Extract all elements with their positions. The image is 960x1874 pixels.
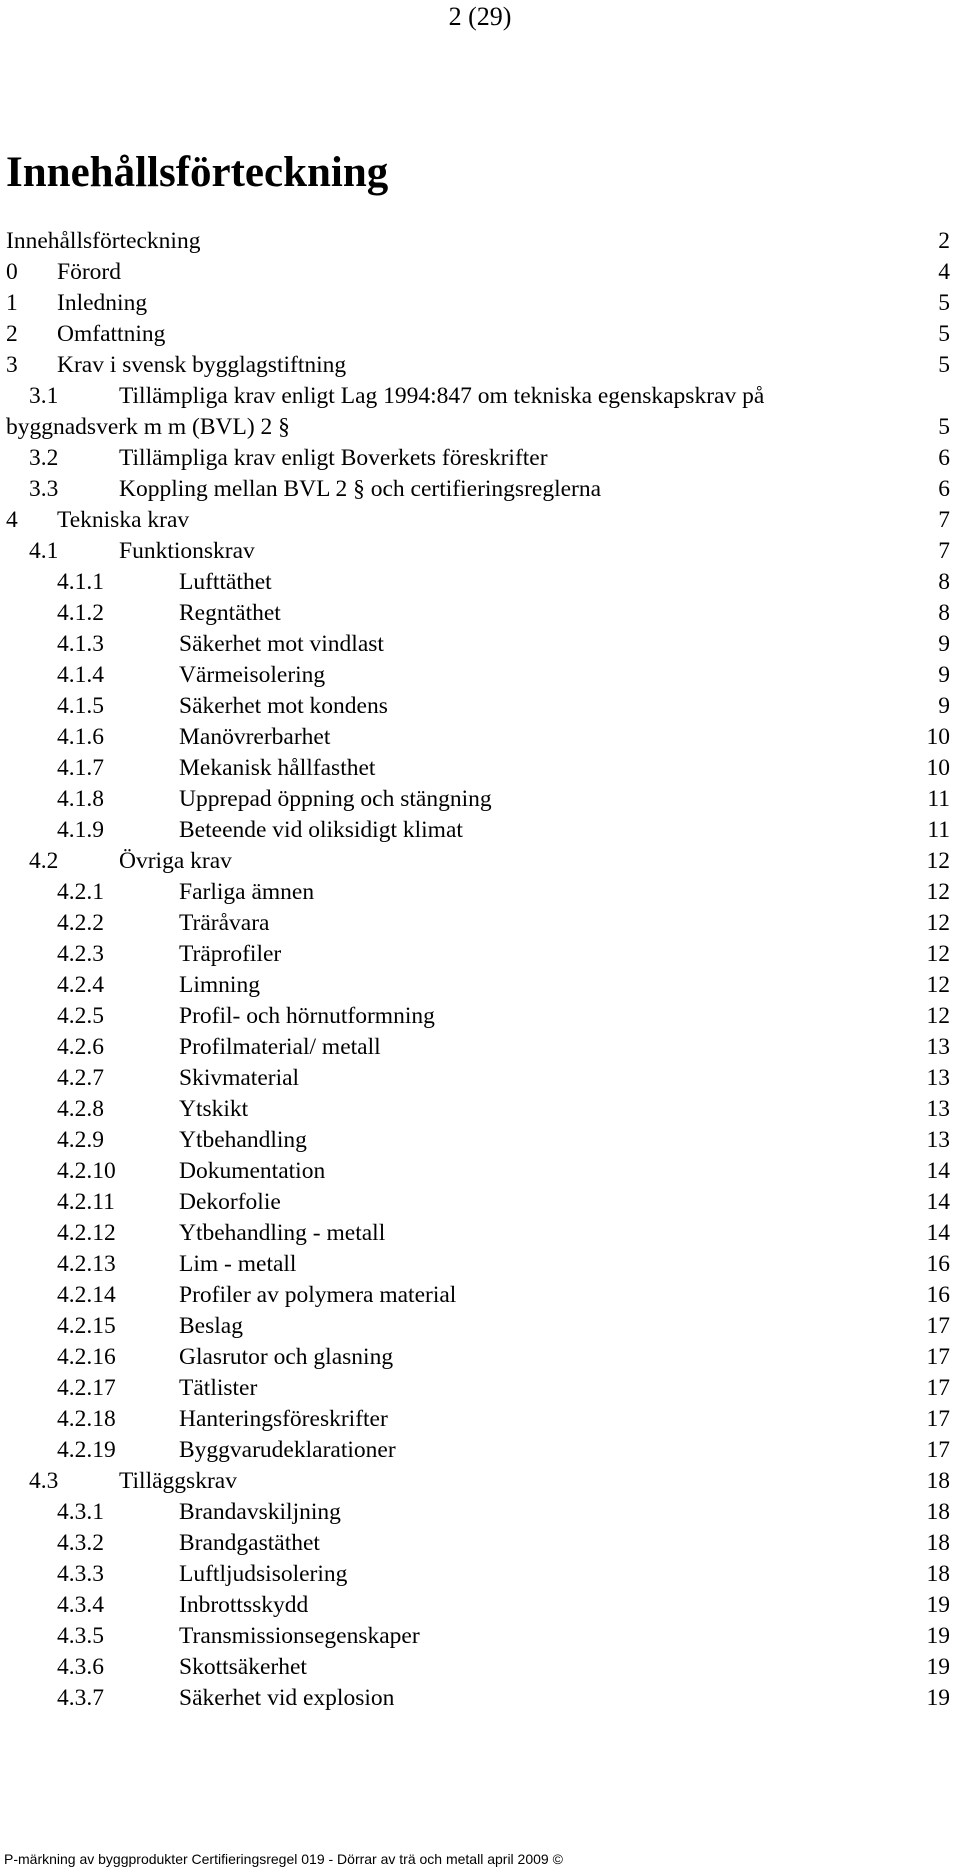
toc-entry-label: Skottsäkerhet [179, 1654, 307, 1680]
toc-entry-page: 17 [926, 1313, 950, 1339]
toc-entry[interactable] [0, 1094, 960, 1125]
toc-entry[interactable] [0, 846, 960, 877]
toc-entry-page: 9 [938, 662, 950, 688]
toc-entry-page: 12 [926, 879, 950, 905]
toc-entry-label: Brandavskiljning [179, 1499, 341, 1525]
toc-entry-page: 19 [926, 1654, 950, 1680]
toc-entry-label: Luftljudsisolering [179, 1561, 348, 1587]
toc-entry-label: Tilläggskrav [119, 1468, 237, 1494]
toc-entry-number: 4.2.15 [57, 1313, 116, 1339]
toc-entry-page: 5 [938, 290, 950, 316]
toc-entry-page: 12 [926, 972, 950, 998]
page-footer: P-märkning av byggprodukter Certifieringsregel 019 - Dörrar av trä och metall april 2009 © [4, 1851, 563, 1867]
toc-entry-page: 6 [938, 476, 950, 502]
toc-entry-page: 5 [938, 321, 950, 347]
toc-entry-label: Säkerhet vid explosion [179, 1685, 395, 1711]
toc-entry-number: 4.3 [29, 1468, 59, 1494]
toc-entry[interactable] [0, 660, 960, 691]
toc-entry-page: 8 [938, 569, 950, 595]
toc-entry-label: Träprofiler [179, 941, 282, 967]
toc-entry[interactable] [0, 1125, 960, 1156]
toc-entry[interactable] [0, 1683, 960, 1714]
toc-entry-label: Upprepad öppning och stängning [179, 786, 492, 812]
toc-entry-number: 4.1 [29, 538, 59, 564]
toc-entry-page: 13 [926, 1127, 950, 1153]
toc-entry[interactable] [0, 598, 960, 629]
toc-entry-page: 18 [926, 1561, 950, 1587]
toc-entry[interactable] [0, 1559, 960, 1590]
toc-entry-number: 4.2.13 [57, 1251, 116, 1277]
toc-entry[interactable] [0, 877, 960, 908]
toc-entry[interactable] [0, 1373, 960, 1404]
toc-entry[interactable] [0, 1497, 960, 1528]
toc-entry-number: 0 [6, 259, 18, 285]
toc-entry-page: 4 [938, 259, 950, 285]
toc-entry-number: 4.2 [29, 848, 59, 874]
toc-entry-page: 7 [938, 507, 950, 533]
toc-entry-label: Byggvarudeklarationer [179, 1437, 396, 1463]
toc-entry[interactable] [0, 319, 960, 350]
toc-entry-number: 4.2.1 [57, 879, 104, 905]
toc-entry[interactable] [0, 1249, 960, 1280]
toc-entry[interactable] [0, 1280, 960, 1311]
toc-entry[interactable] [0, 815, 960, 846]
toc-entry-number: 4.1.4 [57, 662, 104, 688]
toc-entry-label: Lim - metall [179, 1251, 297, 1277]
toc-entry[interactable] [0, 257, 960, 288]
toc-entry-number: 4.1.7 [57, 755, 104, 781]
toc-entry[interactable] [0, 226, 960, 257]
toc-entry-number: 4.2.9 [57, 1127, 104, 1153]
toc-entry-number: 4.2.8 [57, 1096, 104, 1122]
toc-entry-number: 4.1.3 [57, 631, 104, 657]
toc-entry-label: Limning [179, 972, 260, 998]
toc-entry-label: Säkerhet mot kondens [179, 693, 388, 719]
toc-entry[interactable] [0, 722, 960, 753]
toc-entry-number: 4.2.14 [57, 1282, 116, 1308]
toc-entry-page: 12 [926, 910, 950, 936]
toc-entry-number: 4.2.5 [57, 1003, 104, 1029]
toc-entry-label: Tillämpliga krav enligt Boverkets föreskrifter [119, 445, 548, 471]
toc-entry[interactable] [0, 443, 960, 474]
toc-entry-page: 12 [926, 848, 950, 874]
toc-entry-page: 17 [926, 1406, 950, 1432]
toc-entry-number: 3.2 [29, 445, 59, 471]
toc-entry-page: 19 [926, 1685, 950, 1711]
toc-entry-number: 4.2.6 [57, 1034, 104, 1060]
toc-entry-number: 4.2.11 [57, 1189, 115, 1215]
toc-entry[interactable] [0, 1156, 960, 1187]
toc-entry[interactable] [0, 1435, 960, 1466]
toc-entry[interactable] [0, 536, 960, 567]
toc-entry-label: Värmeisolering [179, 662, 326, 688]
toc-entry-label: Dokumentation [179, 1158, 326, 1184]
toc-entry-number: 4.1.2 [57, 600, 104, 626]
toc-entry[interactable] [0, 1404, 960, 1435]
toc-entry[interactable] [0, 784, 960, 815]
toc-entry-page: 13 [926, 1065, 950, 1091]
toc-entry-label: Ytbehandling [179, 1127, 307, 1153]
toc-entry-label: Inbrottsskydd [179, 1592, 309, 1618]
toc-entry-number: 4.2.7 [57, 1065, 104, 1091]
toc-entry-label: Dekorfolie [179, 1189, 281, 1215]
toc-entry-page: 13 [926, 1034, 950, 1060]
toc-entry[interactable] [0, 1311, 960, 1342]
toc-entry-page: 14 [926, 1158, 950, 1184]
toc-entry-page: 11 [927, 817, 950, 843]
toc-entry-label: Profil- och hörnutformning [179, 1003, 435, 1029]
toc-entry-label: Lufttäthet [179, 569, 272, 595]
toc-entry-number: 4.3.5 [57, 1623, 104, 1649]
toc-entry-label: Manövrerbarhet [179, 724, 331, 750]
toc-entry[interactable] [0, 1187, 960, 1218]
toc-entry[interactable] [0, 753, 960, 784]
toc-entry-label: Träråvara [179, 910, 270, 936]
toc-entry[interactable] [0, 1063, 960, 1094]
toc-entry-number: 4.3.1 [57, 1499, 104, 1525]
toc-entry-label: Hanteringsföreskrifter [179, 1406, 388, 1432]
toc-entry-page: 7 [938, 538, 950, 564]
toc-entry[interactable] [0, 1590, 960, 1621]
toc-entry-number: 4.1.8 [57, 786, 104, 812]
toc-entry-page: 17 [926, 1344, 950, 1370]
toc-entry[interactable] [0, 970, 960, 1001]
toc-entry-label: Innehållsförteckning [6, 228, 201, 254]
toc-entry-number: 3.1 [29, 383, 59, 409]
toc-entry-number: 4.2.12 [57, 1220, 116, 1246]
toc-entry-page: 14 [926, 1220, 950, 1246]
toc-entry-label: Ytskikt [179, 1096, 249, 1122]
toc-entry-number: 4.2.10 [57, 1158, 116, 1184]
toc-entry-page: 18 [926, 1468, 950, 1494]
page-number: 2 (29) [448, 2, 512, 31]
toc-entry[interactable] [0, 691, 960, 722]
toc-entry-page: 17 [926, 1375, 950, 1401]
toc-entry-number: 4.1.1 [57, 569, 104, 595]
toc-entry-label: Omfattning [57, 321, 166, 347]
toc-entry-number: 4.3.2 [57, 1530, 104, 1556]
toc-entry-page: 5 [938, 352, 950, 378]
page-title: Innehållsförteckning [6, 149, 389, 196]
toc-entry-number: 4.3.6 [57, 1654, 104, 1680]
toc-entry[interactable] [0, 474, 960, 505]
toc-entry[interactable] [0, 1342, 960, 1373]
toc-entry-number: 4.2.3 [57, 941, 104, 967]
toc-entry-page: 17 [926, 1437, 950, 1463]
toc-entry-label: Tekniska krav [57, 507, 190, 533]
toc-entry-label: Skivmaterial [179, 1065, 300, 1091]
toc-entry-number: 4.2.16 [57, 1344, 116, 1370]
toc-entry-page: 18 [926, 1530, 950, 1556]
toc-entry-number: 4.2.4 [57, 972, 104, 998]
toc-entry[interactable] [0, 629, 960, 660]
toc-entry-label: Funktionskrav [119, 538, 255, 564]
toc-entry-label: Krav i svensk bygglagstiftning [57, 352, 347, 378]
toc-entry-number: 4.2.2 [57, 910, 104, 936]
toc-entry-label: Inledning [57, 290, 148, 316]
toc-entry[interactable] [0, 1032, 960, 1063]
toc-entry-page: 19 [926, 1592, 950, 1618]
toc-entry[interactable] [0, 1001, 960, 1032]
toc-entry-page: 12 [926, 1003, 950, 1029]
toc-entry[interactable] [0, 1218, 960, 1249]
toc-entry-label: Beteende vid oliksidigt klimat [179, 817, 463, 843]
toc-entry-number: 3.3 [29, 476, 59, 502]
toc-entry-label: Övriga krav [119, 848, 232, 874]
toc-entry-label: Brandgastäthet [179, 1530, 320, 1556]
toc-entry-page: 8 [938, 600, 950, 626]
toc-entry[interactable] [0, 288, 960, 319]
toc-entry[interactable] [0, 1528, 960, 1559]
toc-entry-page: 16 [926, 1251, 950, 1277]
toc-entry[interactable] [0, 1652, 960, 1683]
toc-entry-number: 4.2.18 [57, 1406, 116, 1432]
toc-entry-page: 10 [926, 724, 950, 750]
toc-entry[interactable] [0, 505, 960, 536]
toc-entry-label: Säkerhet mot vindlast [179, 631, 384, 657]
toc-entry[interactable] [0, 939, 960, 970]
toc-entry-page: 6 [938, 445, 950, 471]
toc-entry-label: Förord [57, 259, 121, 285]
toc-entry-label: Profiler av polymera material [179, 1282, 457, 1308]
toc-entry-number: 4.2.17 [57, 1375, 116, 1401]
toc-entry-page: 13 [926, 1096, 950, 1122]
toc-entry-page: 18 [926, 1499, 950, 1525]
toc-entry-page: 5 [938, 414, 950, 440]
toc-entry-page: 16 [926, 1282, 950, 1308]
toc-entry-number: 4.3.3 [57, 1561, 104, 1587]
toc-entry-number: 4.1.9 [57, 817, 104, 843]
toc-entry[interactable] [0, 1621, 960, 1652]
toc-entry-label: Tillämpliga krav enligt Lag 1994:847 om tekniska egenskapskrav på byggnadsverk m m (BVL) 2 § [6, 383, 765, 440]
table-of-contents [0, 226, 960, 1714]
toc-entry[interactable] [0, 350, 960, 381]
toc-entry[interactable] [0, 1466, 960, 1497]
toc-entry-label: Farliga ämnen [179, 879, 315, 905]
toc-entry-label: Profilmaterial/ metall [179, 1034, 381, 1060]
toc-entry-label: Ytbehandling - metall [179, 1220, 386, 1246]
toc-entry-number: 4.3.4 [57, 1592, 104, 1618]
toc-entry-label: Tätlister [179, 1375, 258, 1401]
toc-entry-number: 2 [6, 321, 18, 347]
toc-entry-number: 4.2.19 [57, 1437, 116, 1463]
toc-entry[interactable] [0, 381, 960, 443]
toc-entry-page: 19 [926, 1623, 950, 1649]
toc-entry-number: 1 [6, 290, 18, 316]
toc-entry[interactable] [0, 908, 960, 939]
toc-entry-page: 12 [926, 941, 950, 967]
toc-entry-page: 11 [927, 786, 950, 812]
toc-entry-number: 4 [6, 507, 18, 533]
toc-entry-number: 4.1.5 [57, 693, 104, 719]
toc-entry-page: 9 [938, 631, 950, 657]
toc-entry-page: 9 [938, 693, 950, 719]
toc-entry-label: Beslag [179, 1313, 243, 1339]
toc-entry[interactable] [0, 567, 960, 598]
toc-entry-label: Transmissionsegenskaper [179, 1623, 420, 1649]
toc-entry-page: 2 [938, 228, 950, 254]
toc-entry-label: Glasrutor och glasning [179, 1344, 394, 1370]
toc-entry-page: 14 [926, 1189, 950, 1215]
toc-entry-number: 4.3.7 [57, 1685, 104, 1711]
toc-entry-label: Koppling mellan BVL 2 § och certifieringsreglerna [119, 476, 602, 502]
toc-entry-number: 4.1.6 [57, 724, 104, 750]
toc-entry-number: 3 [6, 352, 18, 378]
toc-entry-label: Regntäthet [179, 600, 281, 626]
toc-entry-page: 10 [926, 755, 950, 781]
toc-entry-label: Mekanisk hållfasthet [179, 755, 376, 781]
